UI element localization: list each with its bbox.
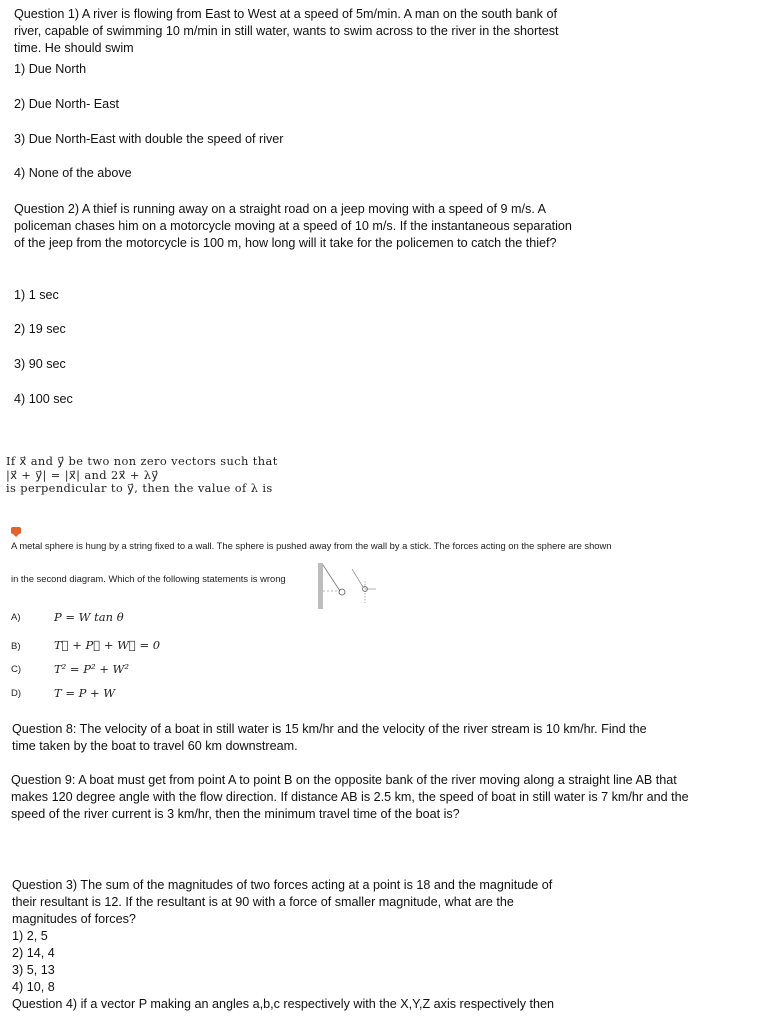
- question-4-text: Question 4) if a vector P making an angles a,b,c respectively with the X,Y,Z axis respectively then: [12, 997, 555, 1011]
- wall-shape: [318, 563, 323, 609]
- choice-c-label: C): [11, 664, 22, 675]
- question-2: [14, 201, 574, 252]
- vector-question: [6, 455, 386, 496]
- q3-option-4: 4) 10, 8: [12, 980, 55, 994]
- q3-option-1: 1) 2, 5: [12, 929, 48, 943]
- choice-b-math: T⃗ + P⃗ + W⃗ = 0: [54, 638, 161, 652]
- chat-icon: [11, 527, 21, 534]
- question-8-text: Question 8: The velocity of a boat in still water is 15 km/hr and the velocity of the river stream is 10 km/hr. Find the time taken by the boat to travel 60 km downstream.: [12, 722, 647, 753]
- choice-d-label: D): [11, 688, 22, 699]
- sphere-shape: [339, 589, 345, 595]
- q1-option-2: 2) Due North- East: [14, 97, 119, 111]
- q1-option-4: 4) None of the above: [14, 166, 132, 180]
- vector-line-1: If x⃗ and y⃗ be two non zero vectors such that: [6, 454, 278, 468]
- q1-option-1: 1) Due North: [14, 62, 87, 76]
- vector-line-2: |x⃗ + y⃗| = |x⃗| and 2x⃗ + λy⃗: [6, 467, 159, 482]
- question-9-text: Question 9: A boat must get from point A to point B on the opposite bank of the river moving along a straight line AB that makes 120 degree angle with the flow direction. If distance AB is 2.5 km, the speed of boat in still water is 7 km/hr and the speed of the river current is 3 km/hr, then the minimum travel time of the boat is?: [11, 773, 689, 821]
- q2-option-3: 3) 90 sec: [14, 357, 66, 371]
- tension-arrow: [352, 569, 363, 587]
- q2-option-1: 1) 1 sec: [14, 288, 59, 302]
- string-line: [323, 565, 340, 591]
- q2-option-2: 2) 19 sec: [14, 322, 66, 336]
- question-4: [12, 996, 572, 1013]
- sphere-question-line-1: A metal sphere is hung by a string fixed to a wall. The sphere is pushed away from the wall by a stick. The forces acting on the sphere are shown: [11, 540, 612, 551]
- q1-option-3: 3) Due North-East with double the speed of river: [14, 132, 284, 146]
- question-3: [12, 877, 572, 928]
- sphere-force-diagram: [316, 563, 386, 609]
- question-8: [12, 721, 652, 755]
- question-3-text: Question 3) The sum of the magnitudes of two forces acting at a point is 18 and the magnitude of their resultant is 12. If the resultant is at 90 with a force of smaller magnitude, what are the magnitudes of forces?: [12, 878, 553, 926]
- sphere-question-line-2: in the second diagram. Which of the following statements is wrong: [11, 573, 286, 584]
- vector-line-3: is perpendicular to y⃗, then the value of λ is: [6, 481, 273, 495]
- question-1: [14, 6, 574, 57]
- q3-option-3: 3) 5, 13: [12, 963, 55, 977]
- question-1-text: Question 1) A river is flowing from East to West at a speed of 5m/min. A man on the south bank of river, capable of swimming 10 m/min in still water, wants to swim across to the river in the shortest time. He should swim: [14, 7, 559, 55]
- choice-b-label: B): [11, 641, 21, 652]
- choice-a-math: P = W tan θ: [54, 610, 124, 624]
- q2-option-4: 4) 100 sec: [14, 392, 73, 406]
- choice-a-label: A): [11, 612, 21, 623]
- choice-d-math: T = P + W: [54, 686, 116, 700]
- choice-c-math: T² = P² + W²: [54, 662, 129, 676]
- question-2-text: Question 2) A thief is running away on a straight road on a jeep moving with a speed of 9 m/s. A policeman chases him on a motorcycle moving at a speed of 10 m/s. If the instantaneous separation of the jeep from the motorcycle is 100 m, how long will it take for the policemen to catch the thief?: [14, 202, 572, 250]
- question-9: [11, 772, 701, 823]
- q3-option-2: 2) 14, 4: [12, 946, 55, 960]
